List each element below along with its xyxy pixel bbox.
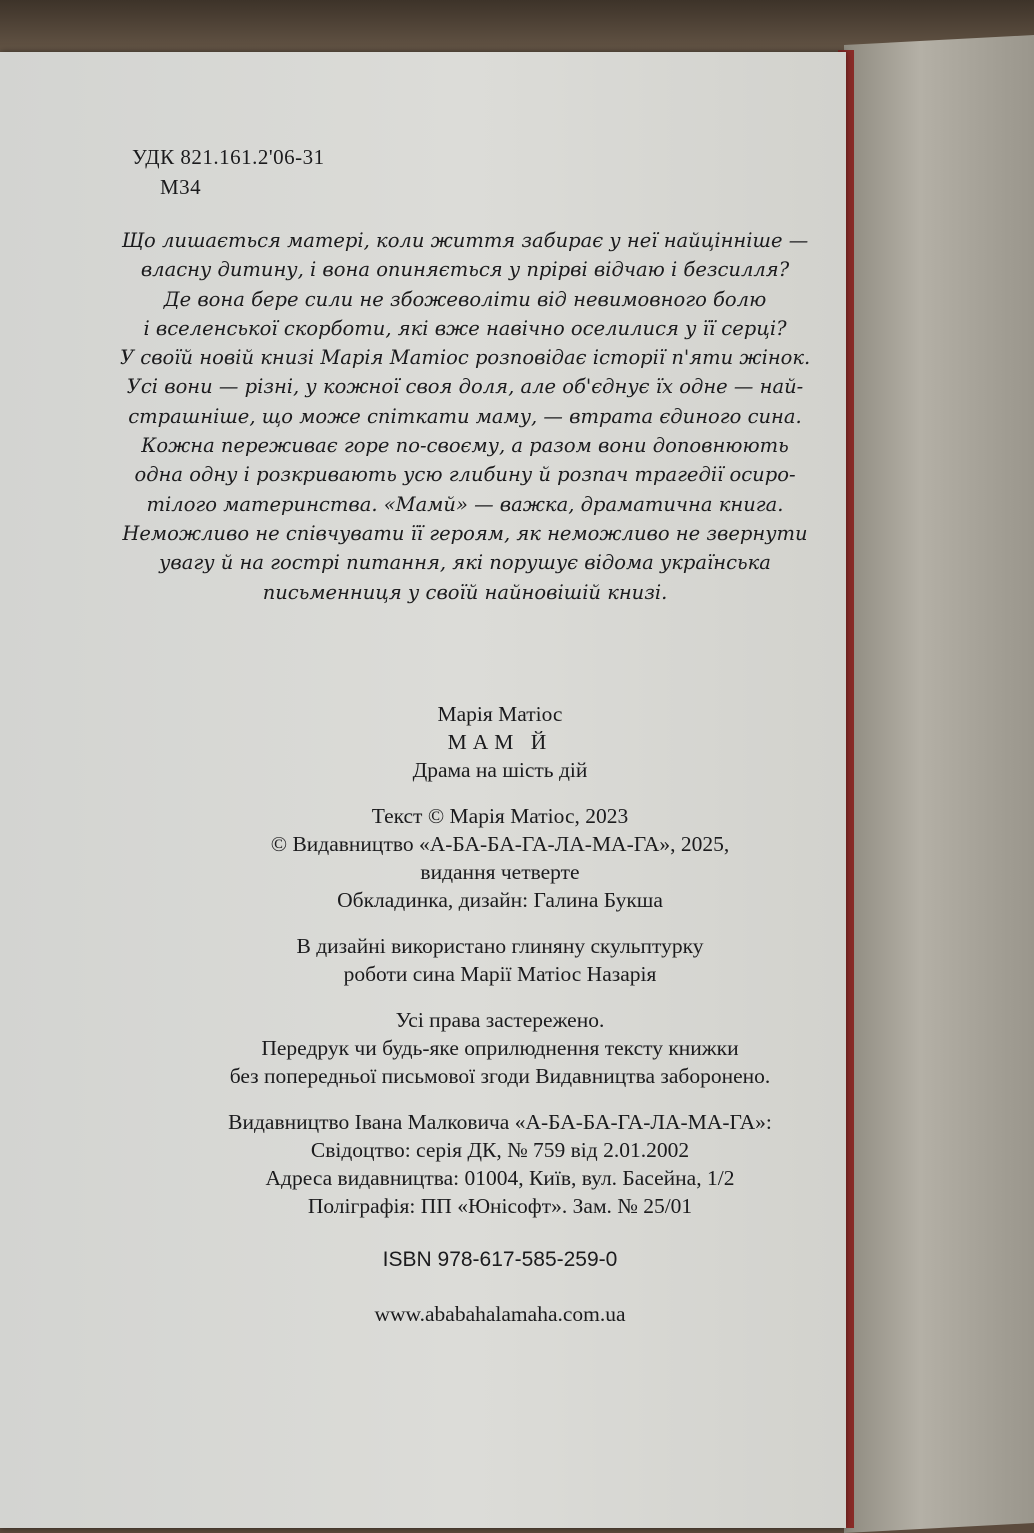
udk-block [132, 142, 325, 202]
annotation-line: Неможливо не співчувати її героям, як неможливо не звернути [122, 521, 808, 545]
book-subtitle: Драма на шість дій [412, 758, 588, 782]
author-mark: М34 [160, 175, 202, 199]
design-note-line: В дизайні використано глиняну скульптурку [296, 934, 704, 958]
annotation-line: увагу й на гострі питання, які порушує відома українська [159, 551, 771, 575]
annotation-line: власну дитину, і вона опиняється у прірві відчаю і безсилля? [140, 258, 790, 282]
annotation-line: страшніше, що може спіткати маму, — втрата єдиного сина. [128, 404, 802, 428]
rights-line: без попередньої письмової згоди Видавництва заборонено. [229, 1064, 771, 1088]
annotation-line: і вселенської скорботи, які вже навічно оселилися у її серці? [143, 316, 787, 340]
rights-line: Передрук чи будь-яке оприлюднення тексту книжки [261, 1036, 739, 1060]
annotation-line: Усі вони — різні, у кожної своя доля, але об'єднує їх одне — най- [126, 375, 804, 399]
book-author: Марія Матіос [437, 702, 563, 726]
design-note-line: роботи сина Марії Матіос Назарія [343, 962, 657, 986]
annotation [120, 226, 810, 607]
website-link[interactable]: www.ababahalamaha.com.ua [374, 1302, 626, 1326]
rights-line: Усі права застережено. [395, 1008, 605, 1032]
publisher-line: Поліграфія: ПП «Юнісофт». Зам. № 25/01 [307, 1194, 693, 1218]
annotation-line: У своїй новій книзі Марія Матіос розповідає історії п'яти жінок. [120, 346, 811, 370]
annotation-line: Кожна переживає горе по-своєму, а разом вони доповнюють [141, 434, 789, 458]
annotation-line: письменниця у своїй найновішій книзі. [262, 580, 668, 604]
publisher-line: Адреса видавництва: 01004, Київ, вул. Басейна, 1/2 [265, 1166, 735, 1190]
publisher-line: Видавництво Івана Малковича «А-БА-БА-ГА-ЛА-МА-ГА»: [228, 1110, 772, 1134]
publisher-line: Свідоцтво: серія ДК, № 759 від 2.01.2002 [310, 1138, 690, 1162]
credit-line: видання четверте [420, 860, 580, 884]
annotation-line: Де вона бере сили не збожеволіти від невимовного болю [163, 287, 767, 311]
isbn: ISBN 978-617-585-259-0 [382, 1248, 618, 1271]
book-page [0, 52, 846, 1528]
book-title: МАМ Й [447, 730, 553, 754]
imprint [160, 700, 840, 1328]
credit-line: © Видавництво «А-БА-БА-ГА-ЛА-МА-ГА», 2025, [270, 832, 730, 856]
annotation-line: одна одну і розкривають усю глибину й розпач трагедії осиро- [134, 463, 796, 487]
annotation-line: тілого материнства. «Мамй» — важка, драматична книга. [146, 492, 784, 516]
credit-line: Обкладинка, дизайн: Галина Букша [337, 888, 663, 912]
credit-line: Текст © Марія Матіос, 2023 [371, 804, 629, 828]
next-book-edge [844, 35, 1034, 1533]
udk-code: УДК 821.161.2'06-31 [132, 145, 325, 169]
annotation-line: Що лишається матері, коли життя забирає у неї найцінніше — [121, 229, 809, 252]
